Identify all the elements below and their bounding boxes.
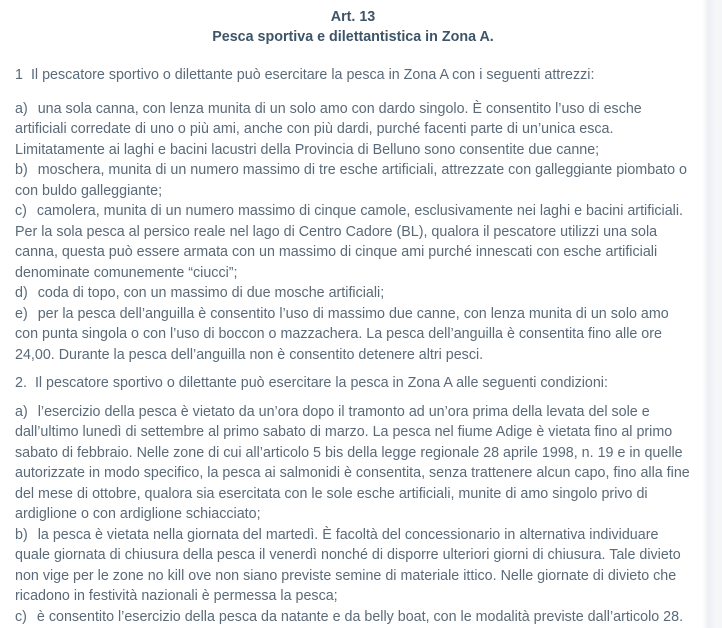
article-heading xyxy=(15,7,691,47)
list-item-text: camolera, munita di un numero massimo di cinque camole, esclusivamente nei laghi e bacini artificiali. Per la sola pesca al persico reale nel lago di Centro Cadore (BL), qualora il pescatore utilizzi una sola canna, questa può essere armata con un massimo di cinque ami purché innescati con esche artificiali denominate comunemente “ciucci”; xyxy=(15,203,683,281)
list-item-label: a) xyxy=(15,403,28,420)
list-attrezzi xyxy=(15,99,691,366)
document-content xyxy=(15,7,691,627)
list-item-label: d) xyxy=(15,285,28,301)
paragraph-1-number: 1 xyxy=(15,67,23,83)
list-condizioni xyxy=(15,402,691,628)
list-item xyxy=(15,201,691,283)
paragraph-2-number: 2. xyxy=(15,375,27,391)
list-item xyxy=(15,283,691,304)
list-item-text: coda di topo, con un massimo di due mosche artificiali; xyxy=(37,285,385,301)
list-item xyxy=(15,402,691,525)
list-item-label: c) xyxy=(15,203,27,219)
list-item xyxy=(15,99,691,161)
article-title: Pesca sportiva e dilettantistica in Zona A. xyxy=(212,29,494,45)
list-item-label: b) xyxy=(15,526,28,543)
list-item-text: la pesca è vietata nella giornata del martedì. È facoltà del concessionario in alternativa individuare quale giornata di chiusura della pesca il venerdì nonché di disporre ulteriori giorni di chiusura. Tale divieto non vige per le zone no kill ove non siano previste semine di materiale ittico. Nelle giornate di divieto che ricadono in festività nazionali è permessa la pesca; xyxy=(15,526,681,604)
list-item-text: per la pesca dell’anguilla è consentito l’uso di massimo due canne, con lenza munita di un solo amo con punta singola o con l’uso di boccon o mazzachera. La pesca dell’anguilla è consentita fino alle ore 24,00. Durante la pesca dell’anguilla non è consentito detenere altri pesci. xyxy=(15,305,669,363)
list-item xyxy=(15,160,691,201)
paragraph-2 xyxy=(15,373,691,394)
list-item-text: è consentito l’esercizio della pesca da natante e da belly boat, con le modalità previste dall’articolo 28. xyxy=(36,608,684,625)
scrollbar-track[interactable] xyxy=(702,0,722,628)
paragraph-1-text: Il pescatore sportivo o dilettante può esercitare la pesca in Zona A con i seguenti attrezzi: xyxy=(30,67,595,83)
list-item-label: b) xyxy=(15,162,28,178)
list-item-text: l’esercizio della pesca è vietato da un’ora dopo il tramonto ad un’ora prima della levata del sole e dall’ultimo lunedì di settembre al primo sabato di marzo. La pesca nel fiume Adige è vietata fino al primo sabato di febbraio. Nelle zone di cui all’articolo 5 bis della legge regionale 28 aprile 1998, n. 19 e in quelle autorizzate in modo specifico, la pesca ai salmonidi è consentita, senza trattenere alcun capo, fino alla fine del mese di ottobre, qualora sia esercitata con le sole esche artificiali, munite di amo singolo privo di ardiglione o con ardiglione schiacciato; xyxy=(15,403,690,522)
paragraph-2-text: Il pescatore sportivo o dilettante può esercitare la pesca in Zona A alle seguenti condizioni: xyxy=(34,375,608,391)
list-item-label: c) xyxy=(15,608,27,625)
paragraph-1 xyxy=(15,65,691,86)
list-item xyxy=(15,607,691,628)
list-item-label: e) xyxy=(15,305,28,322)
list-item xyxy=(15,525,691,607)
article-number: Art. 13 xyxy=(330,9,376,25)
list-item xyxy=(15,304,691,366)
list-item-text: una sola canna, con lenza munita di un solo amo con dardo singolo. È consentito l’uso di esche artificiali corredate di uno o più ami, anche con più dardi, purché facenti parte di un’unica esca. Limitatamente ai laghi e bacini lacustri della Provincia di Belluno sono consentite due canne; xyxy=(15,100,642,158)
list-item-text: moschera, munita di un numero massimo di tre esche artificiali, attrezzate con galleggiante piombato o con buldo galleggiante; xyxy=(15,162,687,199)
list-item-label: a) xyxy=(15,100,28,117)
